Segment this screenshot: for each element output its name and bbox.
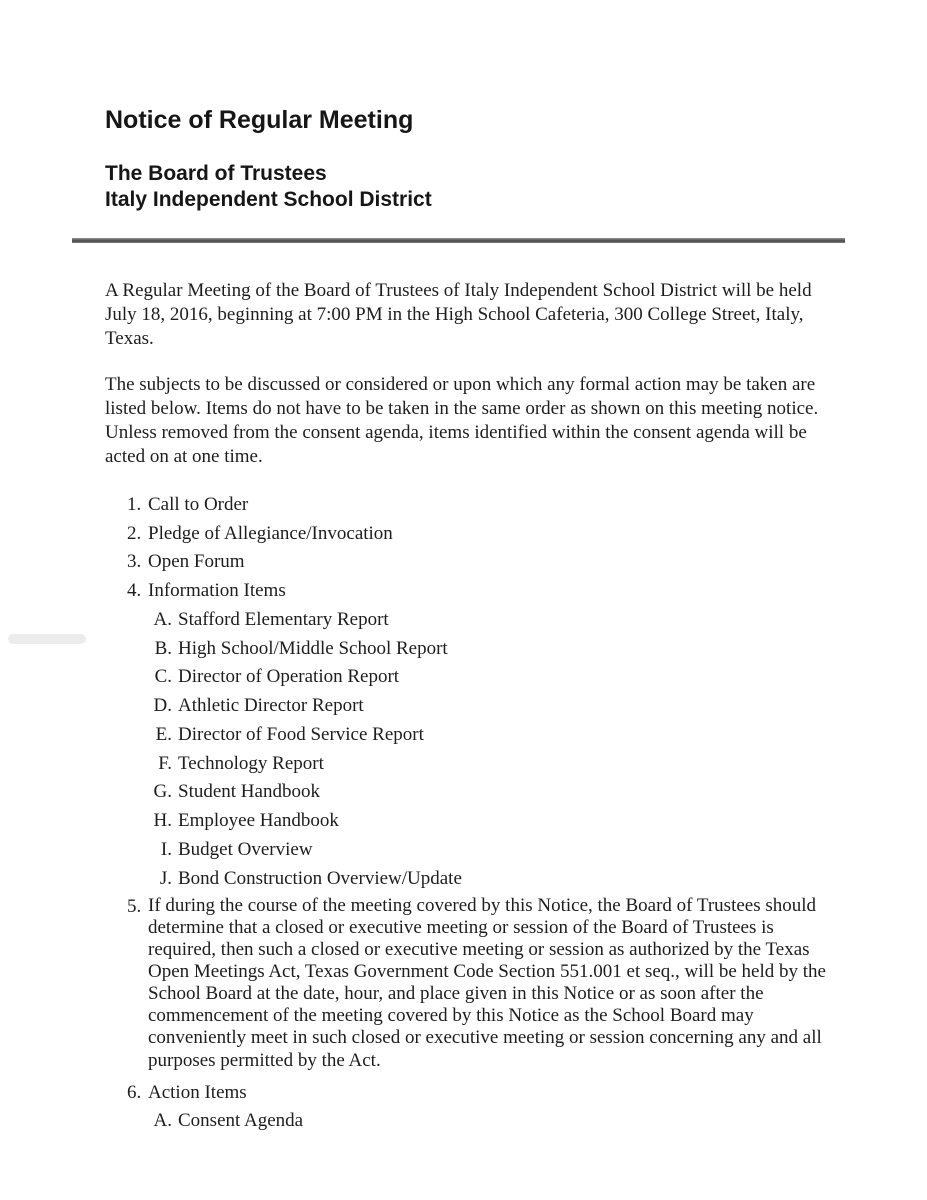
agenda-subitem-letter: H. — [153, 810, 172, 832]
agenda-subitem-4i — [105, 838, 845, 862]
agenda-subitem-text: Student Handbook — [178, 781, 320, 803]
agenda-subitem-letter: D. — [153, 695, 172, 717]
agenda-item-6 — [105, 1081, 845, 1105]
agenda-subitem-4e — [105, 723, 845, 747]
agenda-item-4 — [105, 579, 845, 603]
agenda-item-number: 1. — [127, 493, 142, 515]
agenda-list — [105, 493, 845, 1133]
subtitle-org-line: The Board of Trustees — [105, 162, 327, 185]
agenda-subitem-letter: A. — [153, 608, 172, 630]
agenda-subitem-text: Technology Report — [178, 752, 324, 774]
agenda-subitem-letter: I. — [160, 838, 172, 860]
agenda-item-number: 4. — [127, 580, 142, 602]
agenda-subitem-4h — [105, 809, 845, 833]
agenda-item-5 — [105, 895, 845, 1071]
agenda-item-text: Information Items — [148, 580, 286, 602]
agenda-subitem-4f — [105, 752, 845, 776]
agenda-item-text: Open Forum — [148, 551, 245, 573]
agenda-item-text: Call to Order — [148, 493, 249, 515]
agenda-item-1 — [105, 493, 845, 517]
agenda-item-number: 5. — [127, 896, 142, 918]
agenda-subitem-4b — [105, 637, 845, 661]
agenda-subitem-text: High School/Middle School Report — [178, 637, 448, 659]
agenda-item-number: 3. — [127, 551, 142, 573]
agenda-subitem-letter: C. — [154, 666, 172, 688]
agenda-subitem-text: Stafford Elementary Report — [178, 608, 389, 630]
agenda-subitem-text: Director of Operation Report — [178, 666, 400, 688]
agenda-subitem-text: Budget Overview — [178, 838, 313, 860]
agenda-subitem-text: Bond Construction Overview/Update — [178, 867, 462, 889]
agenda-subitem-text: Consent Agenda — [178, 1110, 304, 1132]
agenda-item-number: 2. — [127, 522, 142, 544]
agenda-subitem-4c — [105, 665, 845, 689]
agenda-item-text: If during the course of the meeting covered by this Notice, the Board of Trustees should determine that a closed or executive meeting or session of the Board of Trustees is required, then such a closed or executive meeting or session as authorized by the Texas Open Meetings Act, Texas Government Code Section 551.001 et seq., will be held by the School Board at the date, hour, and place given in this Notice or as soon after the commencement of the meeting covered by this Notice as the School Board may conveniently meet in such closed or executive meeting or session concerning any and all purposes permitted by the Act. — [148, 895, 826, 1071]
subtitle-district-line: Italy Independent School District — [105, 187, 432, 211]
agenda-subitem-letter: A. — [153, 1110, 172, 1132]
agenda-subitem-4j — [105, 867, 845, 891]
agenda-subitem-text: Athletic Director Report — [178, 695, 364, 717]
intro-paragraph: A Regular Meeting of the Board of Trustees of Italy Independent School District will be held July 18, 2016, beginning at 7:00 PM in the High School Cafeteria, 300 College Street, Italy, Texas. — [105, 280, 812, 350]
agenda-subitem-text: Director of Food Service Report — [178, 723, 424, 745]
agenda-subitem-letter: F. — [158, 752, 172, 774]
agenda-subitem-4g — [105, 780, 845, 804]
agenda-subitem-4a — [105, 608, 845, 632]
agenda-item-2 — [105, 522, 845, 546]
document-subtitle — [105, 161, 845, 212]
agenda-subitem-4d — [105, 694, 845, 718]
scan-artifact-smudge — [8, 634, 86, 644]
agenda-subitem-letter: J. — [159, 867, 172, 889]
subjects-paragraph: The subjects to be discussed or considered or upon which any formal action may be taken are listed below. Items do not have to be taken in the same order as shown on this meeting notice. Unless removed from the consent agenda, items identified within the consent agenda will be acted on at one time. — [105, 374, 819, 467]
page-title: Notice of Regular Meeting — [105, 106, 414, 134]
agenda-item-3 — [105, 550, 845, 574]
agenda-subitem-letter: E. — [155, 723, 172, 745]
horizontal-divider-rule — [72, 238, 845, 243]
agenda-subitem-letter: B. — [154, 637, 172, 659]
agenda-subitem-6a — [105, 1109, 845, 1133]
agenda-item-text: Pledge of Allegiance/Invocation — [148, 522, 393, 544]
agenda-subitem-letter: G. — [153, 781, 172, 803]
agenda-subitem-text: Employee Handbook — [178, 810, 339, 832]
agenda-item-number: 6. — [127, 1081, 142, 1103]
agenda-item-text: Action Items — [148, 1081, 247, 1103]
